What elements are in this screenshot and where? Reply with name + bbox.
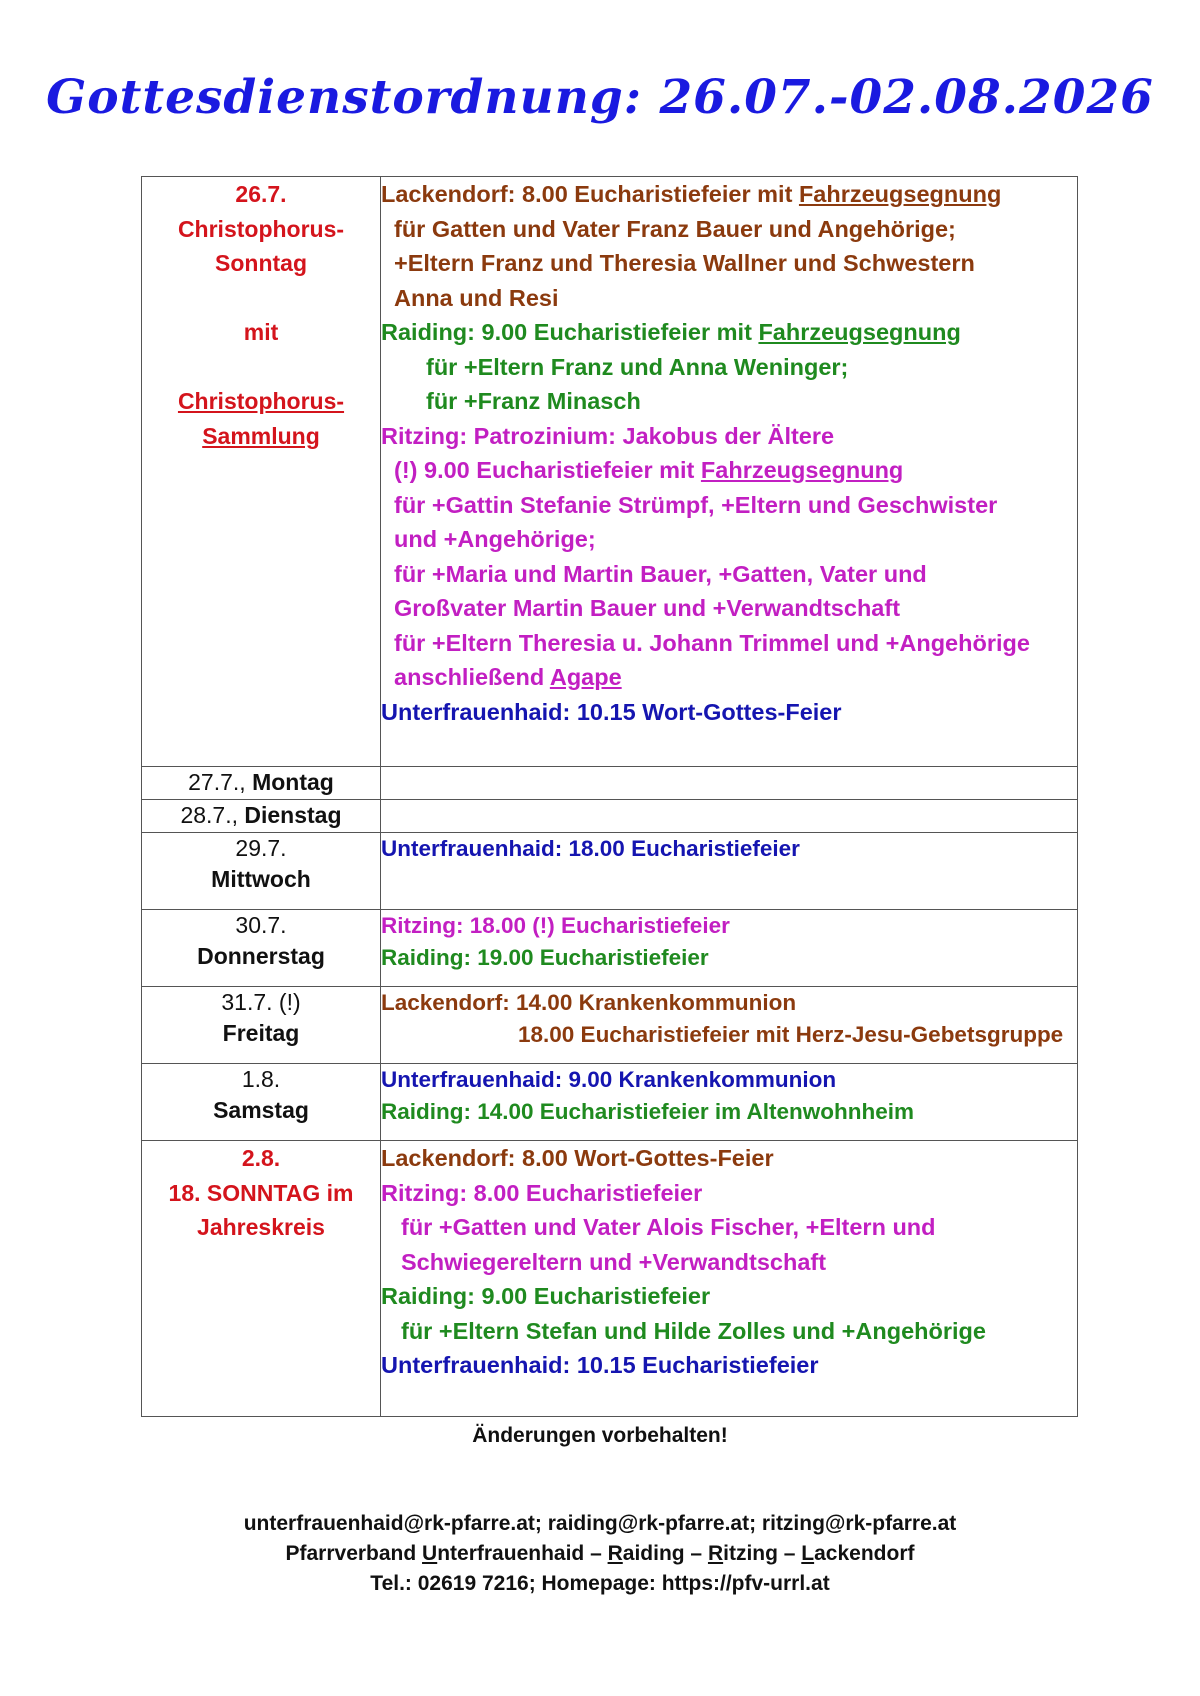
event-line: Lackendorf: 14.00 Krankenkommunion [381,990,797,1015]
date-label: 2.8. [241,1145,281,1171]
day-label: 18. SONNTAG im [168,1179,354,1206]
event-line: für +Eltern Stefan und Hilde Zolles und +Angehörige [401,1317,986,1344]
events-cell [381,1141,1078,1417]
day-label: Samstag [213,1097,309,1123]
date-cell [142,833,381,910]
date-cell [142,177,381,767]
event-line: Lackendorf: 8.00 Eucharistiefeier mit Fahrzeugsegnung [381,181,1002,207]
footer-contact: Tel.: 02619 7216; Homepage: https://pfv-urrl.at [370,1572,830,1595]
spacer [142,350,380,385]
event-line: für Gatten und Vater Franz Bauer und Angehörige; [394,215,956,242]
event-line: Ritzing: 18.00 (!) Eucharistiefeier [381,913,730,938]
event-line: Raiding: 19.00 Eucharistiefeier [381,945,709,970]
event-line: (!) 9.00 Eucharistiefeier mit Fahrzeugsegnung [394,457,904,483]
event-line: Unterfrauenhaid: 9.00 Krankenkommunion [381,1067,837,1092]
event-line: für +Franz Minasch [426,388,641,414]
day-label: Jahreskreis [197,1214,325,1240]
footer [0,1509,1200,1599]
event-line: anschließend Agape [394,664,622,690]
date-cell [142,1141,381,1417]
event-line: Ritzing: Patrozinium: Jakobus der Ältere [381,422,835,449]
event-line: Anna und Resi [394,284,559,311]
date-cell: 28.7., Dienstag [142,800,381,833]
event-line: Ritzing: 8.00 Eucharistiefeier [381,1179,703,1206]
schedule-table [141,176,1078,1417]
event-line: Raiding: 14.00 Eucharistiefeier im Altenwohnheim [381,1099,915,1124]
event-line: Raiding: 9.00 Eucharistiefeier mit Fahrzeugsegnung [381,319,961,345]
event-line: für +Gattin Stefanie Strümpf, +Eltern und Geschwister [394,491,998,518]
date-label: 26.7. [235,181,287,207]
event-line: Unterfrauenhaid: 10.15 Eucharistiefeier [381,1352,819,1378]
collection-label: Sammlung [202,422,320,449]
day-label: Donnerstag [197,943,325,969]
event-line: Lackendorf: 8.00 Wort-Gottes-Feier [381,1145,774,1171]
table-row [142,177,1078,767]
day-label: Mittwoch [211,866,311,892]
events-cell [381,910,1078,987]
table-row [142,1064,1078,1141]
collection-label: Christophorus- [177,388,345,414]
event-line: für +Eltern Franz und Anna Weninger; [426,353,849,380]
day-label: Sonntag [215,250,307,276]
spacer [142,281,380,316]
page-title: Gottesdienstordnung: 26.07.-02.08.2026 [46,70,1154,125]
events-cell [381,833,1078,910]
date-label: 29.7. [235,835,287,861]
event-line: Schwiegereltern und +Verwandtschaft [401,1248,827,1275]
table-row [142,833,1078,910]
footer-emails: unterfrauenhaid@rk-pfarre.at; raiding@rk-pfarre.at; ritzing@rk-pfarre.at [243,1512,957,1535]
changes-notice: Änderungen vorbehalten! [472,1424,728,1447]
event-line: Großvater Martin Bauer und +Verwandtschaft [394,595,901,621]
table-row [142,987,1078,1064]
table-row [142,800,1078,833]
day-label: Freitag [222,1020,300,1046]
day-label: mit [243,319,279,345]
event-line: und +Angehörige; [394,526,596,552]
footer-verband: Pfarrverband Unterfrauenhaid – Raiding – Ritzing – Lackendorf [285,1542,915,1565]
event-line: +Eltern Franz und Theresia Wallner und Schwestern [394,250,975,276]
date-cell: 27.7., Montag [142,767,381,800]
table-row [142,910,1078,987]
table-row [142,767,1078,800]
date-cell [142,987,381,1064]
event-line: für +Maria und Martin Bauer, +Gatten, Vater und [394,560,927,587]
events-cell [381,1064,1078,1141]
event-line: Unterfrauenhaid: 18.00 Eucharistiefeier [381,836,800,861]
events-cell [381,767,1078,800]
event-line: Unterfrauenhaid: 10.15 Wort-Gottes-Feier [381,698,842,725]
events-cell [381,177,1078,767]
date-cell [142,910,381,987]
date-cell [142,1064,381,1141]
event-line: für +Gatten und Vater Alois Fischer, +Eltern und [401,1214,936,1240]
day-label: Christophorus- [177,215,345,242]
date-label: 30.7. [235,912,287,938]
event-line: 18.00 Eucharistiefeier mit Herz-Jesu-Gebetsgruppe [518,1022,1064,1047]
table-row [142,1141,1078,1417]
date-label: 1.8. [241,1066,281,1092]
events-cell [381,800,1078,833]
date-label: 31.7. (!) [221,989,301,1015]
events-cell [381,987,1078,1064]
event-line: Raiding: 9.00 Eucharistiefeier [381,1283,711,1309]
event-line: für +Eltern Theresia u. Johann Trimmel und +Angehörige [394,629,1030,656]
